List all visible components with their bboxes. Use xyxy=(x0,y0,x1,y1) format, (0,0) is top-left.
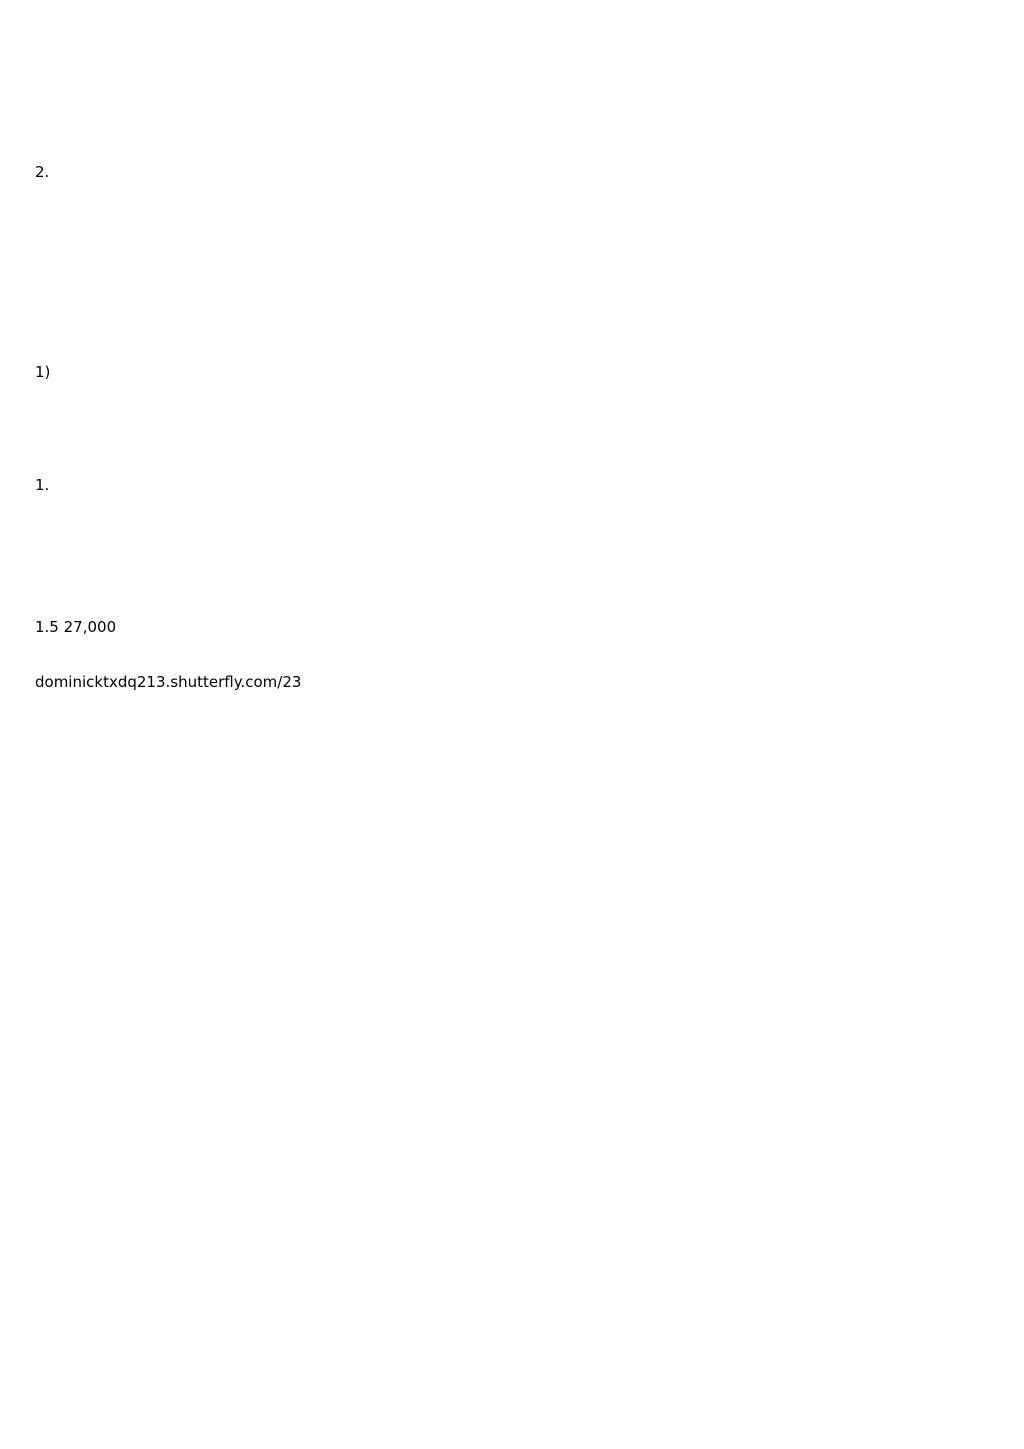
text-line: 2. xyxy=(35,163,50,181)
text-line: 1.5 27,000 xyxy=(35,618,117,636)
text-line: 1. xyxy=(35,476,50,494)
paragraph xyxy=(35,159,990,185)
text-line: 1) xyxy=(35,363,51,381)
paragraph xyxy=(35,472,990,498)
paragraph xyxy=(35,669,990,695)
paragraph xyxy=(35,359,990,385)
text-line: dominicktxdq213.shutterfly.com/23 xyxy=(35,673,302,691)
paragraph xyxy=(35,614,990,640)
document-body xyxy=(35,43,990,840)
